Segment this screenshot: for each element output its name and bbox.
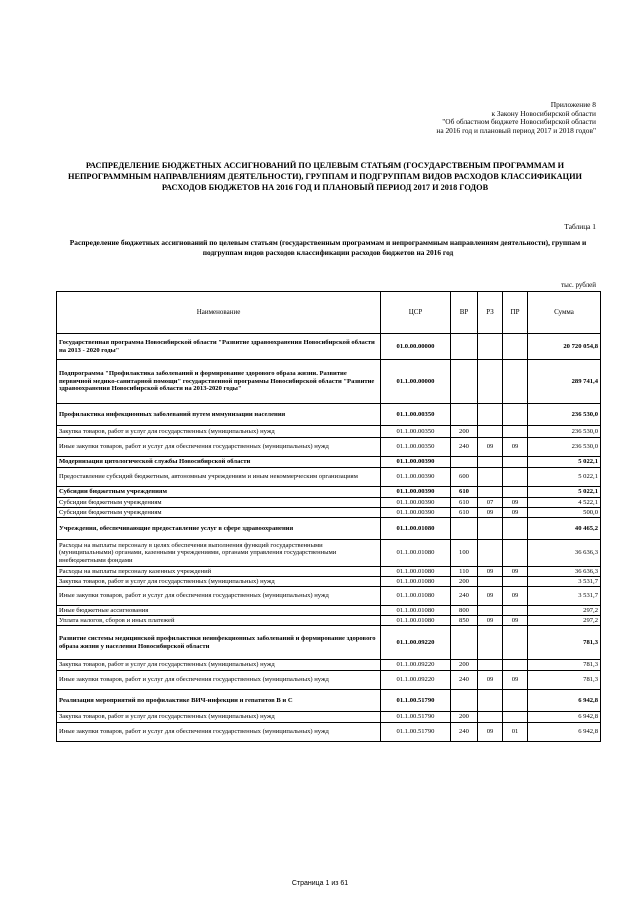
- cell-vr: 240: [451, 671, 478, 690]
- cell-sum: 236 530,0: [528, 404, 601, 426]
- cell-name: Иные закупки товаров, работ и услуг для обеспечения государственных (муниципальных) нужд: [57, 587, 381, 606]
- cell-vr: [451, 404, 478, 426]
- cell-rz: [478, 660, 503, 671]
- cell-vr: 610: [451, 487, 478, 498]
- table-row: [57, 426, 601, 438]
- cell-csr: 01.1.00.01080: [381, 518, 451, 540]
- cell-rz: 09: [478, 567, 503, 577]
- cell-sum: 5 022,1: [528, 487, 601, 498]
- cell-sum: 781,3: [528, 671, 601, 690]
- table-row: [57, 518, 601, 540]
- cell-rz: [478, 334, 503, 360]
- cell-name: Государственная программа Новосибирской области "Развитие здравоохранения Новосибирской области на 2013 - 2020 годы": [57, 334, 381, 360]
- cell-rz: [478, 404, 503, 426]
- header-rz: РЗ: [478, 292, 503, 334]
- cell-sum: 5 022,1: [528, 468, 601, 487]
- cell-pr: 01: [503, 723, 528, 742]
- cell-vr: 100: [451, 540, 478, 567]
- appendix-note: [336, 101, 596, 135]
- cell-csr: 01.1.00.51790: [381, 712, 451, 723]
- cell-sum: 6 942,8: [528, 712, 601, 723]
- table-row: [57, 616, 601, 626]
- cell-csr: 01.1.00.01080: [381, 587, 451, 606]
- cell-sum: 289 741,4: [528, 360, 601, 404]
- cell-vr: 200: [451, 660, 478, 671]
- cell-csr: 01.1.00.00390: [381, 468, 451, 487]
- cell-csr: 01.1.00.09220: [381, 671, 451, 690]
- cell-rz: 09: [478, 616, 503, 626]
- cell-rz: [478, 468, 503, 487]
- cell-csr: 01.1.00.01080: [381, 577, 451, 587]
- cell-sum: 4 522,1: [528, 498, 601, 508]
- cell-pr: 09: [503, 671, 528, 690]
- cell-pr: [503, 334, 528, 360]
- cell-vr: 240: [451, 438, 478, 457]
- cell-pr: [503, 626, 528, 660]
- cell-rz: [478, 606, 503, 616]
- cell-rz: 09: [478, 438, 503, 457]
- cell-vr: 800: [451, 606, 478, 616]
- table-header-row: [57, 292, 601, 334]
- cell-name: Закупка товаров, работ и услуг для государственных (муниципальных) нужд: [57, 577, 381, 587]
- cell-rz: [478, 426, 503, 438]
- cell-name: Закупка товаров, работ и услуг для государственных (муниципальных) нужд: [57, 712, 381, 723]
- cell-sum: 5 022,1: [528, 457, 601, 468]
- cell-rz: [478, 577, 503, 587]
- cell-vr: 610: [451, 498, 478, 508]
- header-vr: ВР: [451, 292, 478, 334]
- table-row: [57, 540, 601, 567]
- budget-table: [56, 291, 601, 742]
- units-label: тыс. рублей: [561, 281, 596, 289]
- cell-pr: [503, 660, 528, 671]
- cell-pr: 09: [503, 438, 528, 457]
- header-pr: ПР: [503, 292, 528, 334]
- cell-vr: 110: [451, 567, 478, 577]
- cell-csr: 01.1.00.00350: [381, 404, 451, 426]
- cell-vr: 240: [451, 587, 478, 606]
- appendix-line: "Об областном бюджете Новосибирской области: [442, 117, 596, 127]
- table-row: [57, 487, 601, 498]
- table-row: [57, 360, 601, 404]
- cell-csr: 01.1.00.00390: [381, 457, 451, 468]
- cell-vr: [451, 334, 478, 360]
- cell-vr: 850: [451, 616, 478, 626]
- table-row: [57, 404, 601, 426]
- cell-rz: 09: [478, 508, 503, 518]
- cell-name: Уплата налогов, сборов и иных платежей: [57, 616, 381, 626]
- cell-pr: 09: [503, 508, 528, 518]
- appendix-line: на 2016 год и плановый период 2017 и 2018 годов": [436, 125, 596, 135]
- cell-name: Иные закупки товаров, работ и услуг для обеспечения государственных (муниципальных) нужд: [57, 438, 381, 457]
- table-row: [57, 334, 601, 360]
- cell-name: Расходы на выплаты персоналу в целях обеспечения выполнения функций государственными (муниципальными) органами, казенными учреждениями, органами управления государственными внебюджетными фондами: [57, 540, 381, 567]
- cell-pr: 09: [503, 498, 528, 508]
- cell-csr: 01.1.00.00390: [381, 498, 451, 508]
- cell-pr: [503, 457, 528, 468]
- cell-sum: 297,2: [528, 616, 601, 626]
- cell-name: Учреждения, обеспечивающие предоставление услуг в сфере здравоохранения: [57, 518, 381, 540]
- cell-rz: [478, 626, 503, 660]
- header-sum: Сумма: [528, 292, 601, 334]
- cell-name: Иные бюджетные ассигнования: [57, 606, 381, 616]
- table-row: [57, 626, 601, 660]
- cell-csr: 01.1.00.01080: [381, 606, 451, 616]
- cell-sum: 3 531,7: [528, 577, 601, 587]
- cell-pr: [503, 426, 528, 438]
- cell-pr: [503, 606, 528, 616]
- cell-vr: [451, 518, 478, 540]
- appendix-line: к Закону Новосибирской области: [491, 108, 596, 118]
- cell-csr: 01.1.00.01080: [381, 540, 451, 567]
- table-row: [57, 587, 601, 606]
- cell-sum: 36 636,3: [528, 567, 601, 577]
- cell-rz: [478, 518, 503, 540]
- cell-name: Субсидии бюджетным учреждениям: [57, 487, 381, 498]
- header-csr: ЦСР: [381, 292, 451, 334]
- cell-pr: 09: [503, 567, 528, 577]
- cell-sum: 6 942,8: [528, 723, 601, 742]
- table-row: [57, 671, 601, 690]
- page-footer: Страница 1 из 61: [291, 880, 349, 887]
- table-label: Таблица 1: [564, 222, 596, 231]
- cell-rz: 07: [478, 498, 503, 508]
- cell-csr: 01.1.00.00390: [381, 508, 451, 518]
- cell-rz: 09: [478, 587, 503, 606]
- cell-name: Субсидии бюджетным учреждениям: [57, 508, 381, 518]
- appendix-line: Приложение 8: [550, 100, 596, 109]
- cell-pr: [503, 540, 528, 567]
- cell-sum: 781,3: [528, 660, 601, 671]
- cell-pr: [503, 690, 528, 712]
- cell-csr: 01.1.00.00350: [381, 438, 451, 457]
- table-row: [57, 498, 601, 508]
- cell-sum: 236 530,0: [528, 438, 601, 457]
- cell-csr: 01.1.00.00000: [381, 360, 451, 404]
- table-row: [57, 712, 601, 723]
- cell-sum: 500,0: [528, 508, 601, 518]
- table-row: [57, 438, 601, 457]
- cell-rz: [478, 360, 503, 404]
- cell-csr: 01.1.00.51790: [381, 723, 451, 742]
- cell-sum: 20 720 054,8: [528, 334, 601, 360]
- cell-sum: 297,2: [528, 606, 601, 616]
- cell-sum: 236 530,0: [528, 426, 601, 438]
- document-title: РАСПРЕДЕЛЕНИЕ БЮДЖЕТНЫХ АССИГНОВАНИЙ ПО ЦЕЛЕВЫМ СТАТЬЯМ (ГОСУДАРСТВЕНЫМ ПРОГРАММАМ И НЕПРОГРАММНЫМ НАПРАВЛЕНИЯМ ДЕЯТЕЛЬНОСТИ), ГРУППАМ И ПОДГРУППАМ ВИДОВ РАСХОДОВ КЛАССИФИКАЦИИ РАСХОДОВ БЮДЖЕТОВ НА 2016 ГОД И ПЛАНОВЫЙ ПЕРИОД 2017 И 2018 ГОДОВ: [67, 161, 582, 192]
- cell-csr: 01.1.00.00350: [381, 426, 451, 438]
- cell-pr: 09: [503, 616, 528, 626]
- cell-rz: 09: [478, 723, 503, 742]
- cell-sum: 36 636,3: [528, 540, 601, 567]
- cell-pr: [503, 468, 528, 487]
- table-row: [57, 567, 601, 577]
- table-subtitle: Распределение бюджетных ассигнований по целевым статьям (государственным программам и непрограммным направлениям деятельности), группам и подгруппам видов расходов классификации расходов бюджетов на 2016 год: [69, 238, 587, 257]
- cell-vr: 200: [451, 426, 478, 438]
- table-row: [57, 457, 601, 468]
- cell-name: Субсидии бюджетным учреждениям: [57, 498, 381, 508]
- cell-name: Модернизация цитологической службы Новосибирской области: [57, 457, 381, 468]
- table-row: [57, 723, 601, 742]
- cell-sum: 3 531,7: [528, 587, 601, 606]
- cell-pr: [503, 360, 528, 404]
- cell-name: Расходы на выплаты персоналу казенных учреждений: [57, 567, 381, 577]
- cell-pr: [503, 404, 528, 426]
- cell-rz: [478, 487, 503, 498]
- cell-csr: 01.1.00.09220: [381, 626, 451, 660]
- cell-vr: 200: [451, 712, 478, 723]
- cell-csr: 01.0.00.00000: [381, 334, 451, 360]
- cell-vr: 200: [451, 577, 478, 587]
- cell-vr: 240: [451, 723, 478, 742]
- cell-pr: [503, 577, 528, 587]
- cell-vr: 600: [451, 468, 478, 487]
- cell-rz: [478, 690, 503, 712]
- cell-vr: [451, 457, 478, 468]
- cell-csr: 01.1.00.09220: [381, 660, 451, 671]
- cell-name: Иные закупки товаров, работ и услуг для обеспечения государственных (муниципальных) нужд: [57, 671, 381, 690]
- cell-name: Развитие системы медицинской профилактики неинфекционных заболеваний и формирование здорового образа жизни у населения Новосибирской области: [57, 626, 381, 660]
- cell-sum: 40 465,2: [528, 518, 601, 540]
- cell-name: Предоставление субсидий бюджетным, автономным учреждениям и иным некоммерческим организациям: [57, 468, 381, 487]
- cell-pr: [503, 712, 528, 723]
- table-row: [57, 690, 601, 712]
- cell-rz: [478, 540, 503, 567]
- cell-rz: [478, 712, 503, 723]
- cell-name: Закупка товаров, работ и услуг для государственных (муниципальных) нужд: [57, 660, 381, 671]
- cell-pr: [503, 518, 528, 540]
- cell-csr: 01.1.00.00390: [381, 487, 451, 498]
- cell-rz: 09: [478, 671, 503, 690]
- cell-sum: 781,3: [528, 626, 601, 660]
- cell-sum: 6 942,8: [528, 690, 601, 712]
- cell-name: Профилактика инфекционных заболеваний путем иммунизации населения: [57, 404, 381, 426]
- cell-pr: 09: [503, 587, 528, 606]
- table-row: [57, 606, 601, 616]
- table-row: [57, 660, 601, 671]
- cell-vr: [451, 626, 478, 660]
- cell-name: Реализация мероприятий по профилактике ВИЧ-инфекции и гепатитов B и C: [57, 690, 381, 712]
- table-row: [57, 508, 601, 518]
- cell-rz: [478, 457, 503, 468]
- cell-vr: [451, 360, 478, 404]
- table-row: [57, 577, 601, 587]
- cell-name: Подпрограмма "Профилактика заболеваний и формирование здорового образа жизни. Развитие первичной медико-санитарной помощи" государственной программы Новосибирской области "Развитие здравоохранения Новосибирской области на 2013-2020 годы": [57, 360, 381, 404]
- cell-name: Закупка товаров, работ и услуг для государственных (муниципальных) нужд: [57, 426, 381, 438]
- cell-vr: [451, 690, 478, 712]
- cell-csr: 01.1.00.01080: [381, 567, 451, 577]
- cell-pr: [503, 487, 528, 498]
- cell-name: Иные закупки товаров, работ и услуг для обеспечения государственных (муниципальных) нужд: [57, 723, 381, 742]
- table-row: [57, 468, 601, 487]
- cell-csr: 01.1.00.51790: [381, 690, 451, 712]
- cell-vr: 610: [451, 508, 478, 518]
- cell-csr: 01.1.00.01080: [381, 616, 451, 626]
- header-name: Наименование: [57, 292, 381, 334]
